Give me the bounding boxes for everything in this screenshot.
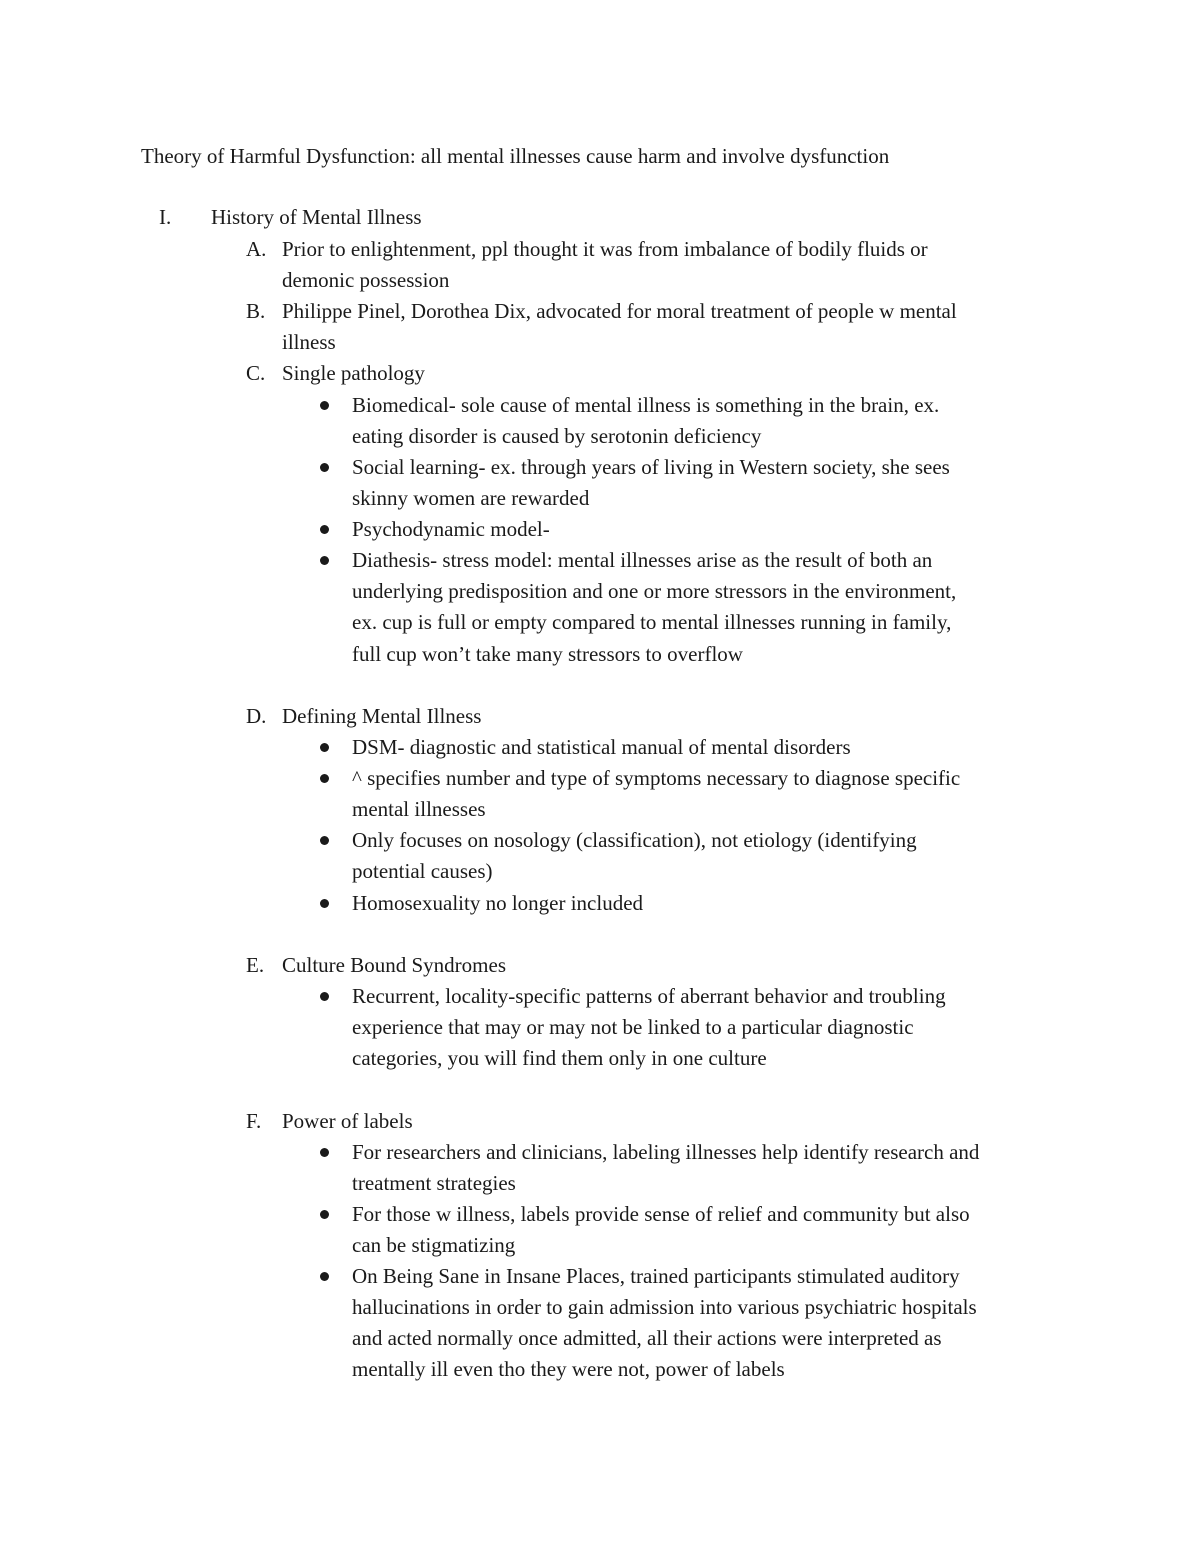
bullet-dot-icon — [320, 525, 329, 534]
item-text: demonic possession — [282, 268, 450, 292]
bullet-text: For researchers and clinicians, labeling illnesses help identify research and — [352, 1140, 980, 1164]
bullet-text: Social learning- ex. through years of living in Western society, she sees — [352, 455, 950, 479]
bullet-dot-icon — [320, 1210, 329, 1219]
bullet-dot-icon — [320, 743, 329, 752]
bullet-text: eating disorder is caused by serotonin deficiency — [352, 424, 762, 448]
document-title: Theory of Harmful Dysfunction: all mental illnesses cause harm and involve dysfunction — [141, 144, 890, 168]
bullet-text: ^ specifies number and type of symptoms necessary to diagnose specific — [352, 766, 961, 790]
item-marker: D. — [246, 704, 267, 728]
item-marker: F. — [246, 1109, 262, 1133]
bullet-text: Recurrent, locality-specific patterns of aberrant behavior and troubling — [352, 984, 946, 1008]
bullet-text: and acted normally once admitted, all their actions were interpreted as — [352, 1326, 942, 1350]
section-heading: History of Mental Illness — [211, 205, 422, 229]
bullet-dot-icon — [320, 774, 329, 783]
bullet-text: mentally ill even tho they were not, power of labels — [352, 1357, 785, 1381]
bullet-text: DSM- diagnostic and statistical manual of mental disorders — [352, 735, 851, 759]
bullet-text: categories, you will find them only in one culture — [352, 1046, 767, 1070]
bullet-dot-icon — [320, 556, 329, 565]
bullet-text: Psychodynamic model- — [352, 517, 550, 541]
bullet-dot-icon — [320, 1272, 329, 1281]
bullet-text: Only focuses on nosology (classification), not etiology (identifying — [352, 828, 917, 852]
bullet-dot-icon — [320, 401, 329, 410]
item-heading: Defining Mental Illness — [282, 704, 482, 728]
bullet-text: underlying predisposition and one or more stressors in the environment, — [352, 579, 957, 603]
section-marker: I. — [159, 205, 172, 229]
bullet-dot-icon — [320, 463, 329, 472]
bullet-text: Biomedical- sole cause of mental illness is something in the brain, ex. — [352, 393, 940, 417]
bullet-text: potential causes) — [352, 859, 493, 883]
bullet-text: can be stigmatizing — [352, 1233, 516, 1257]
item-text: Prior to enlightenment, ppl thought it was from imbalance of bodily fluids or — [282, 237, 928, 261]
bullet-dot-icon — [320, 1148, 329, 1157]
bullet-text: For those w illness, labels provide sense of relief and community but also — [352, 1202, 970, 1226]
bullet-text: On Being Sane in Insane Places, trained participants stimulated auditory — [352, 1264, 960, 1288]
bullet-text: experience that may or may not be linked to a particular diagnostic — [352, 1015, 914, 1039]
bullet-dot-icon — [320, 899, 329, 908]
bullet-text: treatment strategies — [352, 1171, 516, 1195]
bullet-text: mental illnesses — [352, 797, 486, 821]
bullet-text: hallucinations in order to gain admission into various psychiatric hospitals — [352, 1295, 977, 1319]
item-heading: Culture Bound Syndromes — [282, 953, 506, 977]
item-marker: A. — [246, 237, 267, 261]
bullet-dot-icon — [320, 836, 329, 845]
bullet-text: Diathesis- stress model: mental illnesses arise as the result of both an — [352, 548, 933, 572]
item-marker: C. — [246, 361, 266, 385]
item-heading: Power of labels — [282, 1109, 413, 1133]
item-text: illness — [282, 330, 336, 354]
bullet-text: skinny women are rewarded — [352, 486, 590, 510]
bullet-dot-icon — [320, 992, 329, 1001]
item-heading: Single pathology — [282, 361, 425, 385]
item-marker: E. — [246, 953, 265, 977]
bullet-text: ex. cup is full or empty compared to mental illnesses running in family, — [352, 610, 952, 634]
item-text: Philippe Pinel, Dorothea Dix, advocated for moral treatment of people w mental — [282, 299, 957, 323]
bullet-text: Homosexuality no longer included — [352, 891, 644, 915]
item-marker: B. — [246, 299, 266, 323]
bullet-text: full cup won’t take many stressors to overflow — [352, 642, 743, 666]
